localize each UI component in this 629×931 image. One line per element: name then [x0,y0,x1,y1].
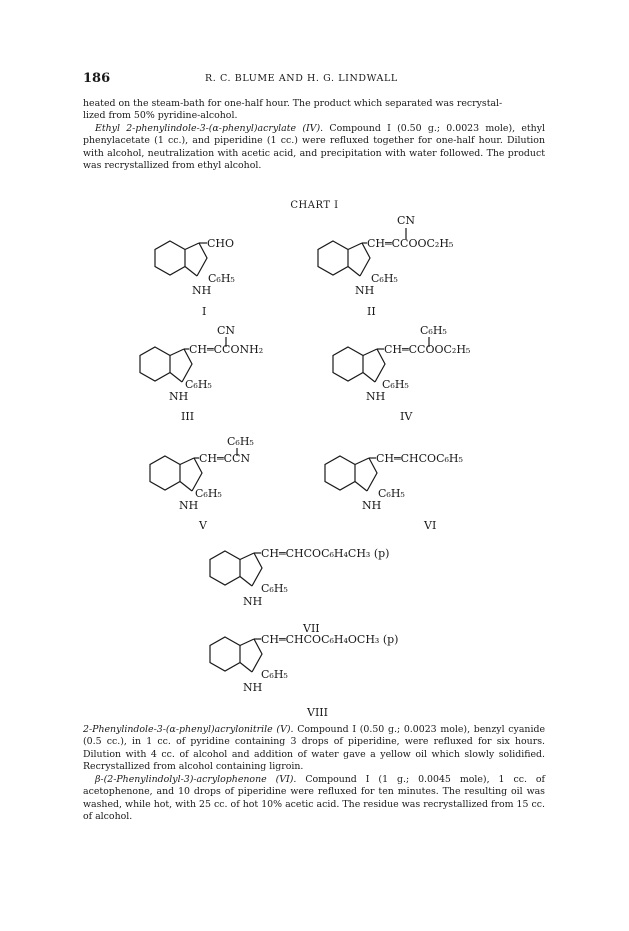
structure-III [140,324,263,423]
structure-IV-top-group: C₆H₅ [420,324,447,337]
structure-VII-substituent: CH═CHCOC₆H₄CH₃ (p) [261,547,390,560]
chart-title: CHART I [290,200,339,211]
compound-vi-name: β-(2-Phenylindolyl-3)-acrylophenone (VI). [95,774,297,785]
structure-VI [325,452,463,532]
running-head: R. C. BLUME AND H. G. LINDWALL [205,73,398,84]
structure-VI-label: VI [424,519,437,532]
structure-II-label: II [367,305,376,318]
structure-IV [333,324,470,423]
compound-vi-text: Compound I (1 g.; 0.0045 mole), 1 cc. of acetophenone, and 10 drops of piperidine were refluxed for ten minutes. The resulting oil was washed, while hot, with 25 cc. of hot 10% acetic acid. The residue was recrystallized from 15 cc. of alcohol. [83,774,546,822]
structure-II-substituent: CH═CCOOC₂H₅ [367,237,454,250]
structure-V-top-group: C₆H₅ [227,435,254,448]
structure-III-nh: NH [169,390,189,403]
structure-I-substituent: CHO [207,237,235,250]
structure-V [150,435,254,532]
intro-line-2: lized from 50% pyridine-alcohol. [83,110,238,122]
structure-VI-ring-substituent: C₆H₅ [378,487,405,500]
structure-VIII-label: VIII [307,706,328,719]
structure-IV-substituent: CH═CCOOC₂H₅ [384,343,471,356]
compound-v-name: 2-Phenylindole-3-(α-phenyl)acrylonitrile (V). [83,724,294,735]
intro-line-1: heated on the steam-bath for one-half hour. The product which separated was recrystal- [83,98,503,109]
structure-I [155,237,235,318]
structure-VIII-nh: NH [243,681,263,694]
structure-V-substituent: CH═CCN [199,452,251,465]
structure-V-ring-substituent: C₆H₅ [195,487,222,500]
structure-II-nh: NH [355,284,375,297]
structure-III-top-group: CN [217,324,236,337]
structure-IV-nh: NH [366,390,386,403]
structure-III-label: III [181,410,195,423]
compound-iv-name: Ethyl 2-phenylindole-3-(α-phenyl)acrylate (IV). [95,123,324,134]
structure-III-substituent: CH═CCONH₂ [189,343,264,356]
structure-I-nh: NH [192,284,212,297]
structure-V-label: V [199,519,207,532]
structure-V-nh: NH [179,499,199,512]
structure-II-top-group: CN [397,214,416,227]
structure-VIII-substituent: CH═CHCOC₆H₄OCH₃ (p) [261,633,399,646]
compound-v-text: Compound I (0.50 g.; 0.0023 mole), benzyl cyanide (0.5 cc.), in 1 cc. of pyridine containing 3 drops of piperidine, were refluxed for six hours. Dilution with 4 cc. of alcohol and addition of water gave a yellow oil which slowly solidified. Recrystallized from alcohol containing ligroin. [83,724,546,772]
structure-IV-label: IV [400,410,413,423]
compound-v-paragraph [83,724,545,773]
structure-I-ring-substituent: C₆H₅ [208,272,235,285]
page-number: 186 [83,71,111,86]
structure-IV-ring-substituent: C₆H₅ [382,378,409,391]
structure-II-ring-substituent: C₆H₅ [371,272,398,285]
structure-VI-nh: NH [362,499,382,512]
structure-VII-ring-substituent: C₆H₅ [261,582,288,595]
structure-II [318,214,453,318]
structure-III-ring-substituent: C₆H₅ [185,378,212,391]
structure-VII [210,547,389,635]
structure-VI-substituent: CH═CHCOC₆H₅ [376,452,463,465]
structure-I-label: I [202,305,207,318]
compound-iv-text: Compound I (0.50 g.; 0.0023 mole), ethyl phenylacetate (1 cc.), and piperidine (1 cc.) were refluxed together for one-half hour. Dilution with alcohol, neutralization with acetic acid, and precipitation with water followed. The product was recrystallized from ethyl alcohol. [83,123,546,171]
structure-VIII-ring-substituent: C₆H₅ [261,668,288,681]
structure-VII-label: VII [303,622,320,635]
structure-VIII [210,633,398,719]
compound-vi-paragraph [83,774,545,823]
structure-VII-nh: NH [243,595,263,608]
